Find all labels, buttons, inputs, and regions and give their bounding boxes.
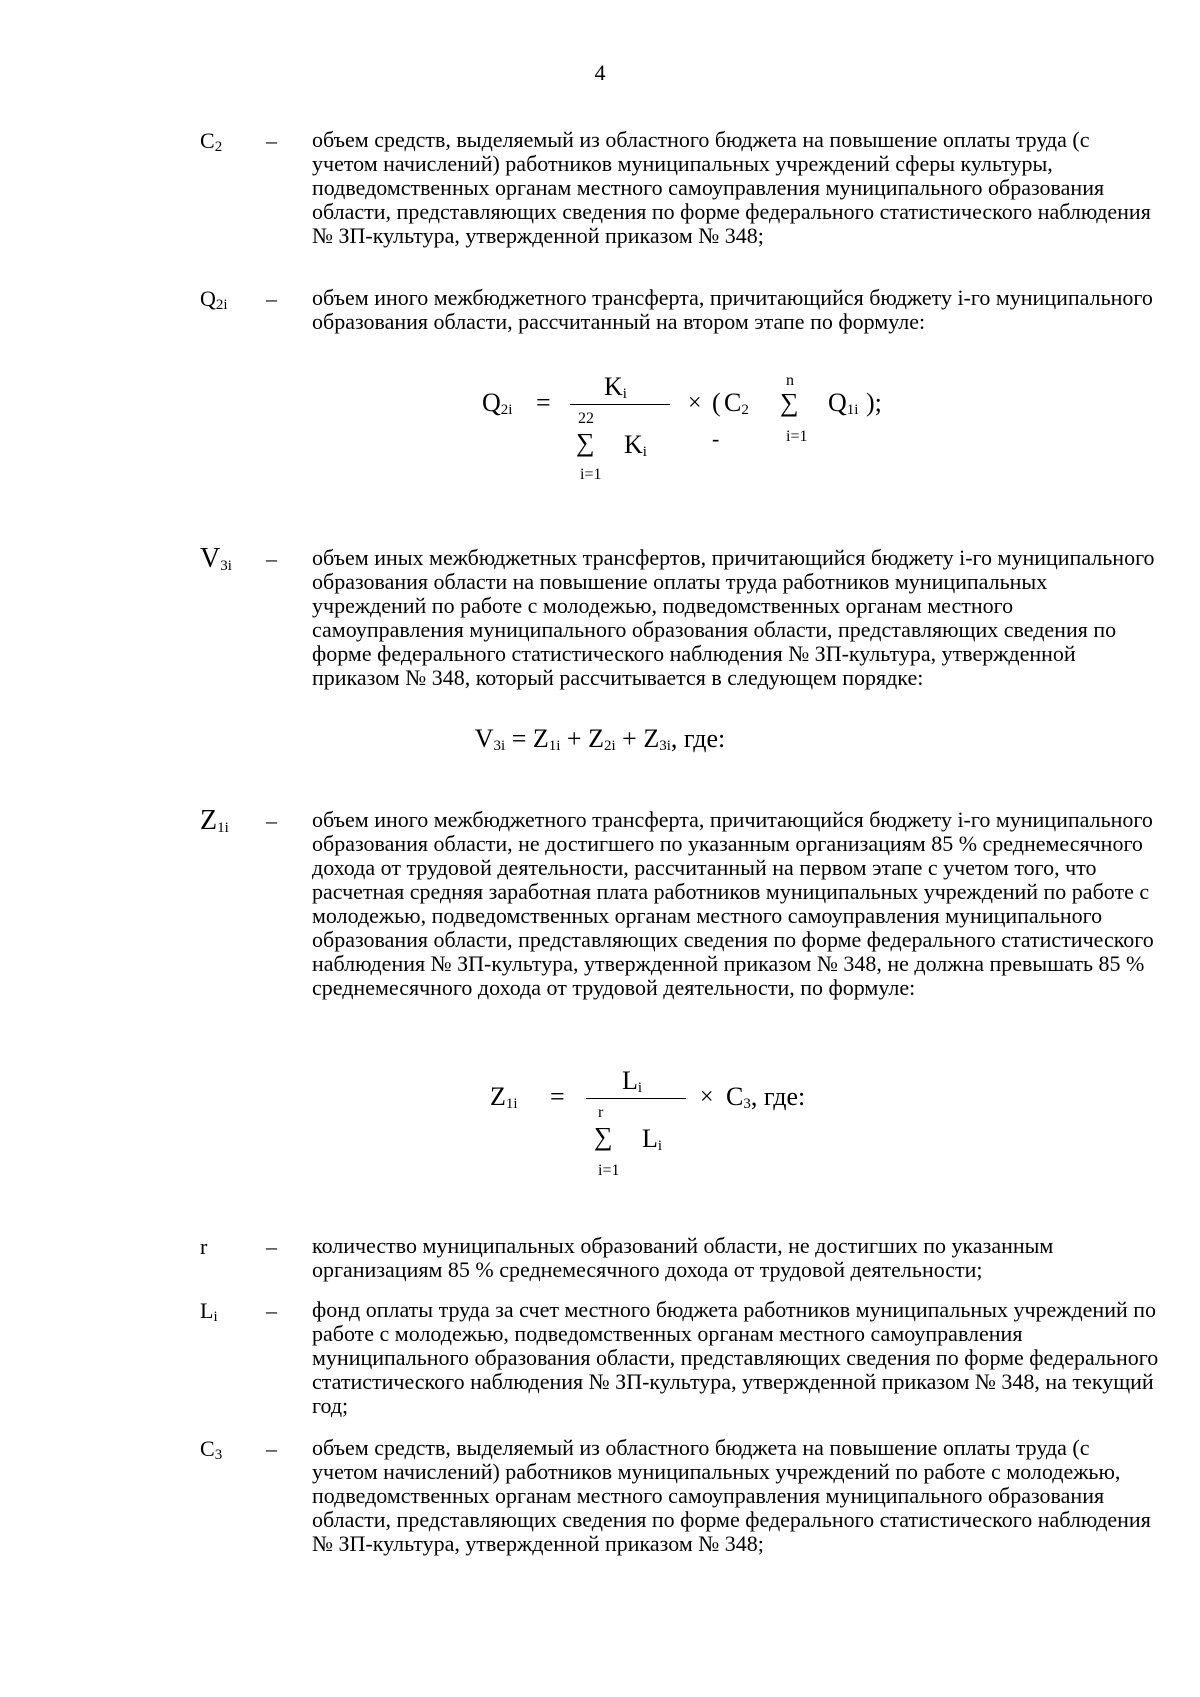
page-number: 4: [594, 60, 606, 85]
definition-text: фонд оплаты труда за счет местного бюджета работников муниципальных учреждений по работе с молодежью, подведомственных органам местного самоуправления муниципального образования области, представляющих сведения по форме федерального статистического наблюдения № ЗП-культура, утвержденной приказом № 348, на текущий год;: [312, 1297, 1159, 1418]
definition-dash: –: [266, 1436, 277, 1461]
denominator-term: $K_i$: [624, 430, 647, 460]
formula-equals: =: [536, 388, 551, 417]
definition-symbol: r: [200, 1234, 208, 1259]
times-sign: ×: [700, 1084, 714, 1110]
definition-text: объем иных межбюджетных трансфертов, причитающийся бюджету i-го муниципального образования области на повышение оплаты труда работников муниципальных учреждений по работе с молодежью, подведомственных органам местного самоуправления муниципального образования области, представляющих сведения по форме федерального статистического наблюдения № ЗП-культура, утвержденной приказом № 348, который рассчитывается в следующем порядке:: [312, 545, 1155, 690]
formula-c3: $C_3$, где:: [726, 1082, 806, 1112]
definition-symbol: $C_3$: [200, 1436, 223, 1463]
formula-equals: =: [550, 1082, 565, 1111]
sum-lower-limit: i=1: [786, 428, 808, 445]
definition-dash: –: [266, 128, 277, 153]
fraction-line: [586, 1098, 686, 1099]
sum-upper-limit: 22: [578, 410, 594, 427]
definition-dash: –: [266, 546, 277, 571]
definition-text: объем иного межбюджетного трансферта, причитающийся бюджету i-го муниципального образования области, не достигшего по указанным организациям 85 % среднемесячного дохода от трудовой деятельности, рассчитанный на первом этапе с учетом того, что расчетная средняя заработная плата работников муниципальных учреждений по работе с молодежью, подведомственных органам местного самоуправления муниципального образования области, представляющих сведения по форме федерального статистического наблюдения № ЗП-культура, утвержденной приказом № 348, не должна превышать 85 % среднемесячного дохода от трудовой деятельности, по формуле:: [312, 807, 1154, 1000]
formula-numerator: $K_i$: [604, 372, 627, 402]
definition-r: [200, 1234, 1160, 1282]
denominator-term: $L_i$: [642, 1124, 663, 1154]
minus-sign: -: [712, 426, 720, 451]
times-sign: ×: [688, 390, 702, 416]
formula-v3i: $V_{3i} = Z_{1i} + Z_{2i} + Z_{3i}$, где:: [474, 724, 726, 754]
definition-c2: [200, 128, 1160, 248]
definition-text: объем иного межбюджетного трансферта, причитающийся бюджету i-го муниципального образования области, рассчитанный на втором этапе по формуле:: [312, 285, 1153, 334]
formula-c2: $C_2$: [724, 388, 749, 418]
definition-dash: –: [266, 1234, 277, 1259]
definition-symbol: $Z_{1i}$: [200, 805, 229, 836]
paren-open: (: [712, 388, 721, 417]
sum-upper-limit: r: [598, 1104, 604, 1121]
definition-symbol: $Q_{2i}$: [200, 286, 228, 313]
definition-text: объем средств, выделяемый из областного бюджета на повышение оплаты труда (с учетом начислений) работников муниципальных учреждений по работе с молодежью, подведомственных органам местного самоуправления муниципального образования области, представляющих сведения по форме федерального статистического наблюдения № ЗП-культура, утвержденной приказом № 348;: [312, 1435, 1151, 1556]
definition-text: количество муниципальных образований области, не достигших по указанным организациям 85 % среднемесячного дохода от трудовой деятельности;: [312, 1233, 1054, 1282]
sigma-symbol: ∑: [576, 428, 595, 457]
formula-tail: );: [866, 388, 882, 417]
definition-z1i: [200, 805, 1160, 1000]
formula-numerator: $L_i$: [622, 1066, 643, 1096]
definition-c3: [200, 1436, 1160, 1556]
sum-upper-limit: n: [786, 372, 794, 389]
sigma-symbol: ∑: [594, 1122, 613, 1151]
sigma-symbol: ∑: [780, 388, 799, 417]
sum-lower-limit: i=1: [598, 1162, 620, 1179]
definition-symbol: $L_i$: [200, 1298, 218, 1325]
formula-q1i: $Q_{1i}$: [828, 388, 859, 418]
formula-lhs: $Q_{2i}$: [482, 388, 513, 418]
definition-v3i: [200, 543, 1160, 690]
definition-symbol: $C_2$: [200, 128, 223, 155]
definition-dash: –: [266, 1298, 277, 1323]
definition-text: объем средств, выделяемый из областного бюджета на повышение оплаты труда (с учетом начислений) работников муниципальных учреждений сферы культуры, подведомственных органам местного самоуправления муниципального образования области, представляющих сведения по форме федерального статистического наблюдения № ЗП-культура, утвержденной приказом № 348;: [312, 127, 1151, 248]
formula-lhs: $Z_{1i}$: [490, 1082, 518, 1112]
definition-dash: –: [266, 808, 277, 833]
definition-li: [200, 1298, 1160, 1418]
fraction-line: [570, 404, 670, 405]
definition-q2i: [200, 286, 1160, 334]
definition-symbol: $V_{3i}$: [200, 543, 232, 574]
sum-lower-limit: i=1: [580, 466, 602, 483]
definition-dash: –: [266, 286, 277, 311]
